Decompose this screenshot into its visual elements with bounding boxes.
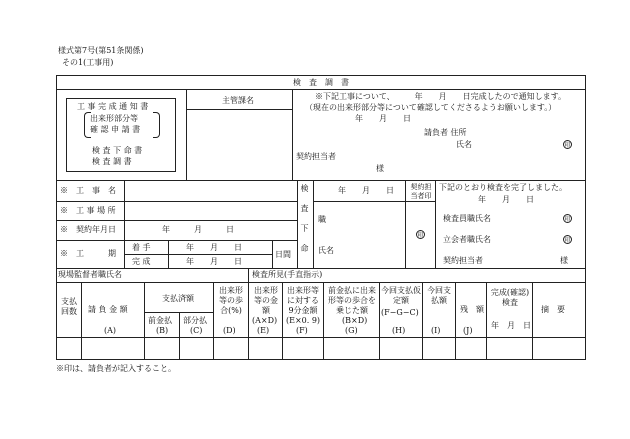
advance-header: 前金払 — [148, 316, 172, 325]
completion-inspection-header: 完成(確認)検査 — [490, 288, 530, 307]
inspection-complete-date: 年 月 日 — [478, 195, 534, 204]
inspection-name-label: 氏名 — [318, 246, 334, 255]
current-payment-header: 今回支払額 — [427, 286, 451, 305]
inspector-label: 検査員職氏名 — [443, 214, 491, 223]
period-start-date: 年 月 日 — [186, 243, 242, 252]
notice-date: 年 月 日 — [355, 114, 411, 123]
inspection-order-label: 検査下命 — [300, 184, 309, 264]
inspection-complete-text: 下記のとおり検査を完了しました。 — [439, 183, 567, 192]
balance-code: (J) — [463, 326, 473, 335]
current-payment-code: (I) — [431, 326, 441, 335]
form-title: 検 査 調 書 — [293, 78, 349, 87]
period-start-label: 着 手 — [132, 243, 151, 252]
officer-sama: 様 — [560, 256, 568, 265]
balance-header: 残 額 — [460, 305, 484, 314]
contractor-address-label: 請負者 住所 — [424, 128, 467, 137]
partial-code: (C) — [190, 326, 203, 335]
supervisor-label: 現場監督者職氏名 — [58, 270, 122, 279]
partial-header: 部分払 — [183, 316, 207, 325]
witness-seal-icon: 印 — [564, 237, 571, 244]
bracket-right — [153, 112, 160, 138]
officer-label: 契約担当者 — [443, 256, 483, 265]
period-label: ※ 工 期 — [60, 249, 116, 258]
progress-rate-header: 出来形等の歩合(%) — [219, 286, 243, 315]
claim-amount-header: 請 負 金 額 — [88, 305, 128, 314]
notice-line1: ※下記工事について、 年 月 日完成したので通知します。 — [315, 92, 567, 101]
officer-seal-label: 契約担当者印 — [410, 183, 432, 200]
inspection-opinion-label: 検査所見(手直指示) — [252, 270, 323, 279]
contract-date-value: 年 月 日 — [162, 225, 234, 234]
ninety-pct-code: (E×0. 9) — [286, 316, 321, 325]
advance-ratio-code: (B×D) — [342, 316, 368, 325]
project-name-label: ※ 工 事 名 — [60, 186, 116, 195]
period-completion-label: 完 成 — [132, 257, 151, 266]
remarks-header: 摘 要 — [541, 305, 565, 314]
notice-line2: （現在の出来形部分等について確認してくださるようお願いします。） — [305, 103, 557, 112]
progress-amount-code: (A×D) — [252, 316, 278, 325]
progress-amount-header: 出来形等の金額 — [254, 286, 278, 315]
contractor-name-label: 氏名 — [456, 140, 472, 149]
inspection-title-label: 職 — [318, 215, 326, 224]
progress-rate-code: (D) — [223, 326, 236, 335]
contract-officer-label: 契約担当者 — [296, 152, 336, 161]
doc-line-progress: 出来形部分等 — [90, 114, 138, 123]
payment-count-header: 支払回数 — [61, 297, 77, 316]
contractor-seal-icon: 印 — [564, 142, 571, 149]
officer-seal-icon: 印 — [417, 232, 424, 239]
advance-ratio-g: (G) — [345, 326, 358, 335]
advance-ratio-header: 前金払に出来形等の歩合を乗じた額 — [328, 286, 376, 315]
doc-line-order: 検 査 下 命 書 — [92, 146, 143, 155]
completion-inspection-date: 年 月 日 — [491, 321, 531, 330]
inspector-seal-icon: 印 — [564, 216, 571, 223]
ninety-pct-f: (F) — [296, 326, 308, 335]
advance-code: (B) — [156, 326, 169, 335]
period-completion-date: 年 月 日 — [186, 257, 242, 266]
contract-officer-sama: 様 — [376, 164, 384, 173]
current-provisional-h: (H) — [392, 326, 406, 335]
project-site-label: ※ 工 事 場 所 — [60, 206, 116, 215]
doc-line-confirm-request: 確 認 申 請 書 — [90, 125, 141, 134]
claim-amount-code: (A) — [104, 326, 117, 335]
inspection-order-date: 年 月 日 — [338, 186, 394, 195]
form-number: 様式第7号(第51条関係) — [58, 46, 144, 55]
bracket-left — [84, 112, 91, 138]
paid-amount-header: 支払済額 — [162, 294, 194, 303]
main-section-label: 主管課名 — [222, 96, 254, 105]
period-days-label: 日間 — [275, 250, 291, 259]
footnote: ※印は、請負者が記入すること。 — [56, 364, 176, 373]
form-part: その1(工事用) — [62, 58, 114, 67]
contract-date-label: ※ 契約年月日 — [60, 225, 116, 234]
current-provisional-code: (F−G−C) — [381, 308, 419, 317]
ninety-pct-header: 出来形等に対する9分金額 — [287, 286, 319, 315]
doc-line-completion-notice: 工 事 完 成 通 知 書 — [77, 102, 149, 111]
doc-line-report: 検 査 調 書 — [92, 157, 132, 166]
progress-amount-e: (E) — [257, 326, 270, 335]
witness-label: 立会者職氏名 — [443, 235, 491, 244]
current-provisional-header: 今回支払仮定額 — [381, 286, 421, 305]
